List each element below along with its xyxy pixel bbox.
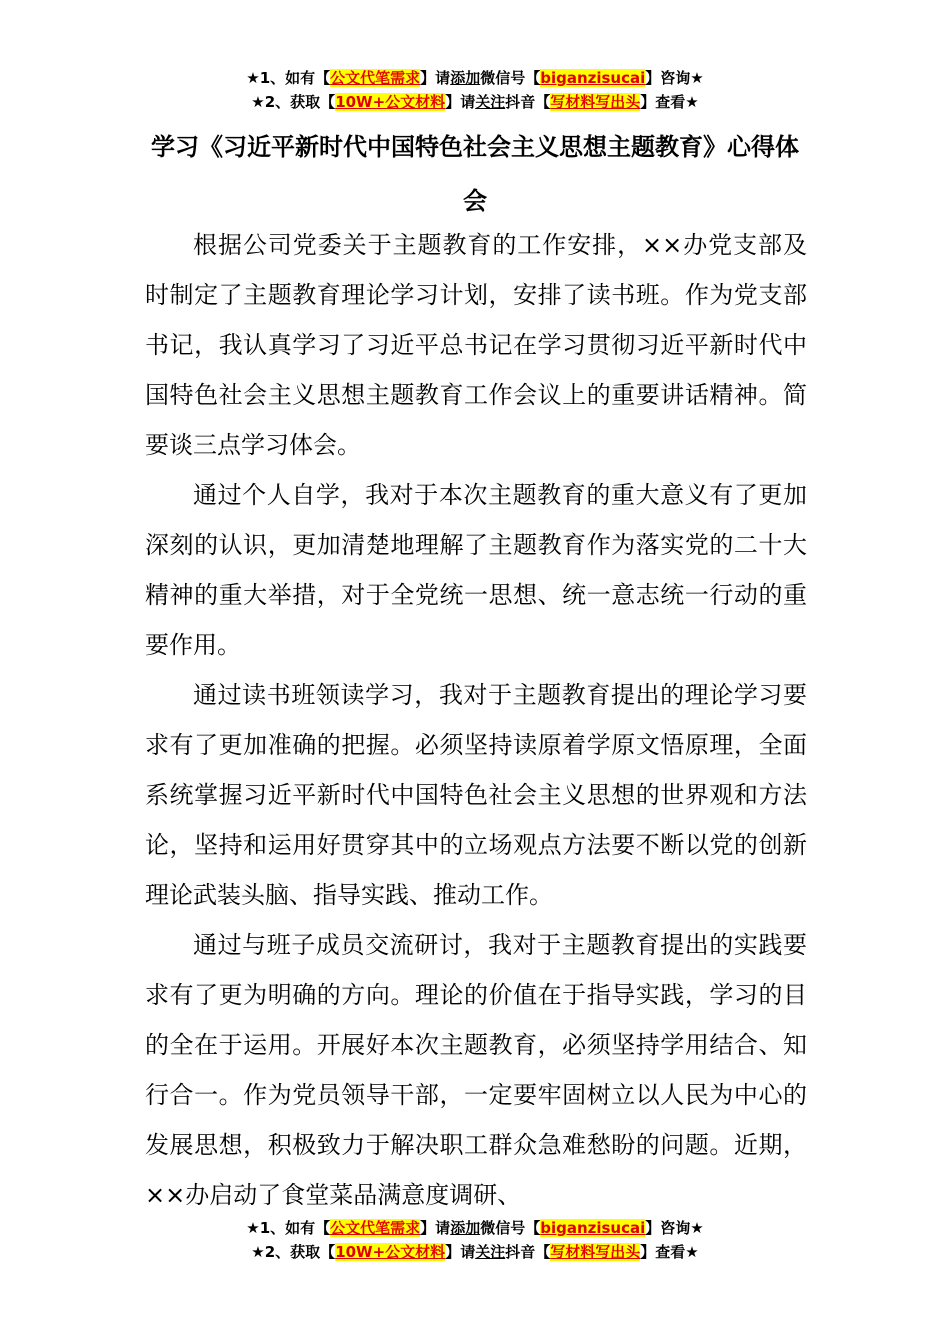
banner-text: ★1、如有【 bbox=[246, 69, 331, 87]
highlight-wechat-id: biganzisucai bbox=[540, 1219, 646, 1237]
banner-text: ★2、获取【 bbox=[251, 93, 336, 111]
banner-text: 】请 bbox=[445, 1243, 476, 1261]
banner-underlined-text: 添加 bbox=[450, 69, 481, 87]
highlight-wechat-id: biganzisucai bbox=[540, 69, 646, 87]
banner-underlined-text: 关注 bbox=[475, 93, 506, 111]
banner-line-1 bbox=[0, 66, 950, 90]
footer-banner bbox=[0, 1216, 950, 1264]
paragraph: 通过与班子成员交流研讨，我对于主题教育提出的实践要求有了更为明确的方向。理论的价值在于指导实践，学习的目的全在于运用。开展好本次主题教育，必须坚持学用结合、知行合一。作为党员领导干部，一定要牢固树立以人民为中心的发展思想，积极致力于解决职工群众急难愁盼的问题。近期，××办启动了食堂菜品满意度调研、 bbox=[145, 931, 807, 1209]
banner-line-2 bbox=[0, 1240, 950, 1264]
highlight-service: 公文代笔需求 bbox=[330, 69, 421, 87]
banner-text: 】咨询★ bbox=[645, 69, 704, 87]
highlight-materials: 10W+公文材料 bbox=[335, 1243, 446, 1261]
banner-text: 】咨询★ bbox=[645, 1219, 704, 1237]
banner-text: 抖音【 bbox=[505, 93, 551, 111]
banner-text: 】查看★ bbox=[640, 1243, 699, 1261]
banner-underlined-text: 关注 bbox=[475, 1243, 506, 1261]
banner-line-1 bbox=[0, 1216, 950, 1240]
banner-text: ★1、如有【 bbox=[246, 1219, 331, 1237]
banner-text: ★2、获取【 bbox=[251, 1243, 336, 1261]
paragraph: 通过个人自学，我对于本次主题教育的重大意义有了更加深刻的认识，更加清楚地理解了主题教育作为落实党的二十大精神的重大举措，对于全党统一思想、统一意志统一行动的重要作用。 bbox=[145, 481, 807, 659]
banner-line-2 bbox=[0, 90, 950, 114]
banner-text: 抖音【 bbox=[505, 1243, 551, 1261]
banner-text: 】请 bbox=[445, 93, 476, 111]
document-title: 学习《习近平新时代中国特色社会主义思想主题教育》心得体会 bbox=[151, 133, 799, 215]
paragraph: 根据公司党委关于主题教育的工作安排，××办党支部及时制定了主题教育理论学习计划，安排了读书班。作为党支部书记，我认真学习了习近平总书记在学习贯彻习近平新时代中国特色社会主义思想主题教育工作会议上的重要讲话精神。简要谈三点学习体会。 bbox=[145, 231, 807, 459]
highlight-service: 公文代笔需求 bbox=[330, 1219, 421, 1237]
banner-text: 微信号【 bbox=[480, 1219, 541, 1237]
header-banner bbox=[0, 66, 950, 114]
document-body bbox=[145, 220, 807, 1220]
banner-text: 】请 bbox=[420, 69, 451, 87]
highlight-douyin-id: 写材料写出头 bbox=[550, 93, 641, 111]
banner-underlined-text: 添加 bbox=[450, 1219, 481, 1237]
banner-text: 】请 bbox=[420, 1219, 451, 1237]
paragraph: 通过读书班领读学习，我对于主题教育提出的理论学习要求有了更加准确的把握。必须坚持读原着学原文悟原理，全面系统掌握习近平新时代中国特色社会主义思想的世界观和方法论，坚持和运用好贯穿其中的立场观点方法要不断以党的创新理论武装头脑、指导实践、推动工作。 bbox=[145, 681, 807, 909]
banner-text: 】查看★ bbox=[640, 93, 699, 111]
highlight-materials: 10W+公文材料 bbox=[335, 93, 446, 111]
highlight-douyin-id: 写材料写出头 bbox=[550, 1243, 641, 1261]
banner-text: 微信号【 bbox=[480, 69, 541, 87]
